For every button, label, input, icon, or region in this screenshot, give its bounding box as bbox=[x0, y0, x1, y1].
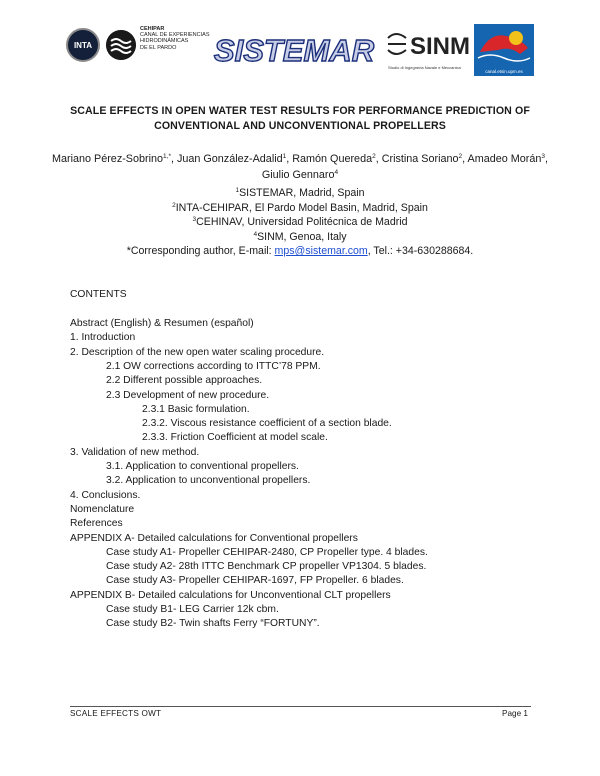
contents-item: 2.2 Different possible approaches. bbox=[106, 375, 263, 387]
canal-logo-icon bbox=[474, 24, 534, 66]
cehipar-line: DE EL PARDO bbox=[140, 44, 177, 51]
sinm-logo bbox=[382, 28, 470, 68]
contents-item: Case study A1- Propeller CEHIPAR-2480, CP Propeller type. 4 blades. bbox=[106, 546, 428, 558]
contents-item: 2.3.1 Basic formulation. bbox=[142, 403, 250, 415]
author-1: Mariano Pérez-Sobrino$^{1,*}$, bbox=[52, 153, 177, 165]
contents-heading: CONTENTS bbox=[70, 289, 127, 300]
sinm-logo-text: SINM bbox=[410, 33, 470, 60]
author-2: Juan González-Adalid$^1$, bbox=[176, 153, 293, 165]
sistemar-logo bbox=[212, 32, 376, 68]
contents-item: Case study B1- LEG Carrier 12k cbm. bbox=[106, 604, 279, 615]
canal-logo bbox=[474, 24, 534, 76]
contents-item: Nomenclature bbox=[70, 503, 135, 515]
contents-item: APPENDIX A- Detailed calculations for Conventional propellers bbox=[70, 532, 358, 544]
contents-item: Case study A2- 28th ITTC Benchmark CP propeller VP1304. 5 blades. bbox=[106, 561, 427, 573]
affiliation-2: $^2$INTA-CEHIPAR, El Pardo Model Basin, Madrid, Spain bbox=[172, 201, 428, 214]
sinm-logo-icon bbox=[382, 28, 470, 62]
contents-item: 2.3 Development of new procedure. bbox=[106, 389, 270, 401]
paper-title bbox=[50, 104, 550, 134]
contents-item: 4. Conclusions. bbox=[70, 489, 141, 501]
contents-item: Abstract (English) & Resumen (español) bbox=[70, 318, 254, 329]
contents-item: 2.3.2. Viscous resistance coefficient of a section blade. bbox=[142, 418, 392, 430]
affiliation-1: $^1$SISTEMAR, Madrid, Spain bbox=[235, 187, 365, 199]
paper-title-line-1: SCALE EFFECTS IN OPEN WATER TEST RESULTS FOR PERFORMANCE PREDICTION OF bbox=[70, 105, 530, 117]
contents-item: 2.3.3. Friction Coefficient at model scale. bbox=[142, 432, 328, 444]
author-6: Giulio Gennaro$^4$ bbox=[261, 169, 339, 181]
author-4: Cristina Soriano$^2$, bbox=[381, 153, 468, 165]
inta-logo: INTA bbox=[66, 28, 100, 62]
cehipar-name: CEHIPAR bbox=[140, 26, 165, 32]
sinm-tagline: Studio di Ingegneria Navale e Meccanica bbox=[388, 65, 461, 70]
contents-item: 2. Description of the new open water scaling procedure. bbox=[70, 346, 325, 358]
contents-item: 3.1. Application to conventional propellers. bbox=[106, 461, 299, 472]
footer-divider bbox=[70, 706, 531, 707]
contents-item: 3.2. Application to unconventional propellers. bbox=[106, 475, 311, 487]
contents-item: 3. Validation of new method. bbox=[70, 446, 200, 458]
corresponding-author: *Corresponding author, E-mail: mps@sistemar.com, Tel.: +34-630288684. bbox=[126, 245, 474, 258]
author-list bbox=[52, 151, 548, 183]
contents-item: Case study A3- Propeller CEHIPAR-1697, FP Propeller. 6 blades. bbox=[106, 575, 404, 587]
email-link[interactable]: mps@sistemar.com bbox=[274, 245, 368, 258]
cehipar-logo-icon bbox=[106, 30, 136, 60]
page-number: Page 1 bbox=[502, 709, 528, 718]
cehipar-line: HIDRODINÁMICAS bbox=[140, 38, 189, 45]
affiliation-4: $^4$SINM, Genoa, Italy bbox=[253, 230, 347, 243]
logo-header bbox=[66, 22, 534, 84]
cehipar-logo-text bbox=[140, 26, 210, 51]
contents-item: Case study B2- Twin shafts Ferry “FORTUNY”. bbox=[106, 618, 320, 630]
paper-title-line-2: CONVENTIONAL AND UNCONVENTIONAL PROPELLERS bbox=[154, 120, 446, 132]
sistemar-logo-text: SISTEMAR bbox=[213, 33, 375, 68]
affiliations bbox=[50, 186, 550, 259]
affiliation-3: $^3$CEHINAV, Universidad Politécnica de Madrid bbox=[192, 216, 408, 229]
contents-item: APPENDIX B- Detailed calculations for Unconventional CLT propellers bbox=[70, 589, 391, 601]
footer-running-title: SCALE EFFECTS OWT bbox=[70, 709, 162, 718]
author-3: Ramón Quereda$^2$, bbox=[292, 153, 382, 165]
contents-item: 2.1 OW corrections according to ITTC’78 PPM. bbox=[106, 360, 321, 372]
cehipar-line: CANAL DE EXPERIENCIAS bbox=[140, 32, 210, 39]
contents-item: 1. Introduction bbox=[70, 332, 136, 344]
author-5: Amadeo Morán$^3$, bbox=[467, 153, 548, 165]
canal-logo-caption: canal.etsin.upm.es bbox=[485, 69, 523, 74]
contents-item: References bbox=[70, 518, 123, 530]
